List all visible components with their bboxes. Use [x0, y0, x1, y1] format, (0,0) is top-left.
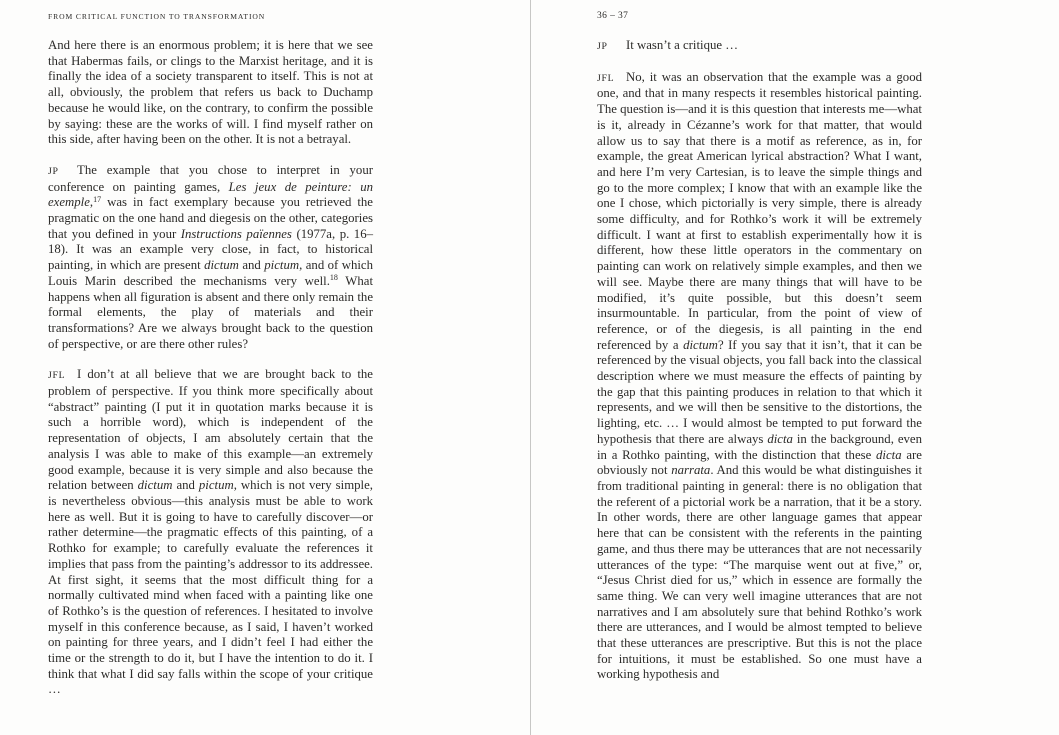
text-run: are obviously not — [597, 447, 922, 478]
paragraph — [597, 38, 922, 55]
text-run: dictum — [683, 337, 718, 352]
text-run: in the background, even in a Rothko painting, with the distinction that these — [597, 431, 922, 462]
right-page — [531, 0, 1059, 735]
text-run: was in fact exemplary because you retrieved the pragmatic on the one hand and diegesis on the other, categories that you defined in your — [48, 195, 373, 241]
footnote-ref: 17 — [93, 194, 102, 204]
text-run: ? If you say that it isn’t, that it can be referenced by the visual objects, you fall back into the classical description where we must measure the effects of painting by the gap that this painting produces in relation to that which it represents, and we will then be sensitive to the distortions, the lighting, etc. … I would almost be tempted to put forward the hypothesis that there are always — [597, 337, 922, 446]
text-run: No, it was an observation that the example was a good one, and that in many respects it resembles historical painting. The question is—and it is this question that interests me—what is it, already in Cézanne’s work for that matter, that would allow us to say that there is a motif as reference, as in, for example, the great American lyrical abstraction? What I want, and here I’m very Cartesian, is to leave the simple things and go to the more complex; I know that with an example like the one I chose, which pictorially is very simple, there is already some difficulty, and for Rothko’s work it will be extremely difficult. I want at first to establish experimentally how it is different, how these little operators in the commentary on painting can work on relatively simple examples, and then we will see. Maybe there are many things that will have to be modified, it’s quite possible, but this doesn’t seem insurmountable. In particular, from the point of view of reference, or of the diegesis, is all painting in the end referenced by a — [597, 69, 922, 352]
text-run: It wasn’t a critique … — [626, 38, 739, 52]
text-run: dicta — [876, 447, 902, 462]
speaker-label: JFL — [597, 72, 615, 84]
text-run: and — [238, 258, 265, 273]
right-page-body — [597, 38, 922, 683]
text-run: The example that you chose to interpret in your conference on painting games, — [48, 162, 373, 194]
text-run: , which is not very simple, is nevertheless obvious—this analysis must be able to work here as well. But it is going to have to carefully discover—or rather determine—the pragmatic effects of this painting, of a Rothko for example; to carefully evaluate the references it implies that pass from the painting’s addressor to its addressee. At first sight, it seems that the most difficult thing for a normally cultivated mind when faced with a painting like one of Rothko’s is the question of references. I hesitated to involve myself in this conference because, as I said, I haven’t worked on painting for three years, and I didn’t feel I had either the time or the strength to do it, but I have the intention to do it. I think that what I did say falls within the scope of your critique … — [48, 478, 373, 697]
text-run: I don’t at all believe that we are brought back to the problem of perspective. If you think more specifically about “abstract” painting (I put it in quotation marks because it is such a horrible word), which is independent of the representation of objects, I am absolutely certain that the analysis I was able to make of this example—an extremely good example, because it is very simple and also because the relation between — [48, 367, 373, 493]
text-run: narrata — [671, 463, 711, 478]
speaker-label: JP — [48, 165, 59, 177]
text-run: Instructions païennes — [180, 226, 292, 241]
text-run: Les jeux de peinture: un exemple — [48, 179, 373, 210]
text-run: , — [89, 195, 94, 210]
text-run: pictum — [198, 478, 234, 493]
text-run: and — [172, 478, 199, 493]
text-run: And here there is an enormous problem; it is here that we see that Habermas fails, or clings to the Marxist heritage, and it is finally the idea of a society transparent to itself. This is not at all, obviously, the problem that refers us back to Duchamp because he would like, on the contrary, to confirm the possible by saying: these are the works of will. I find myself rather on this side, after having been on the other. It is not a betrayal. — [48, 38, 373, 147]
text-run: dicta — [767, 431, 793, 446]
running-head: FROM CRITICAL FUNCTION TO TRANSFORMATION — [48, 12, 266, 21]
text-run: dictum — [137, 478, 173, 493]
left-page-body — [48, 38, 373, 698]
text-run: , and of which Louis Marin described the mechanisms very well. — [48, 258, 373, 288]
paragraph — [48, 367, 373, 698]
footnote-ref: 18 — [329, 273, 338, 283]
text-run: What happens when all figuration is absent and there only remain the formal elements, the play of materials and their transformations? Are we always brought back to the question of perspective, or are there other rules? — [48, 273, 374, 351]
speaker-label: JFL — [48, 370, 66, 382]
page-numbers: 36 – 37 — [597, 11, 629, 21]
text-run: (1977a, p. 16–18). It was an example very close, in fact, to historical painting, in which are present — [48, 226, 373, 273]
text-run: . And this would be what distinguishes it from traditional painting in general: there is no obligation that the referent of a pictorial work be a narration, that it be a story. In other words, there are other language games that appear here that can be consistent with the referents in the painting game, and thus there may be utterances that are not necessarily utterances of the type: “The marquise went out at five,” or, “Jesus Christ died for us,” which in essence are formally the same thing. We can very well imagine utterances that are not narratives and I am absolutely sure that behind Rothko’s work there are utterances, and I would be almost tempted to believe that these utterances are prescriptive. But this is not the place for intuitions, it must be established. So one must have a working hypothesis and — [597, 463, 922, 682]
paragraph — [48, 38, 373, 148]
paragraph — [48, 163, 373, 352]
speaker-label: JP — [597, 41, 608, 52]
text-run: pictum — [264, 258, 300, 273]
text-run: dictum — [204, 258, 239, 273]
paragraph — [597, 70, 922, 683]
